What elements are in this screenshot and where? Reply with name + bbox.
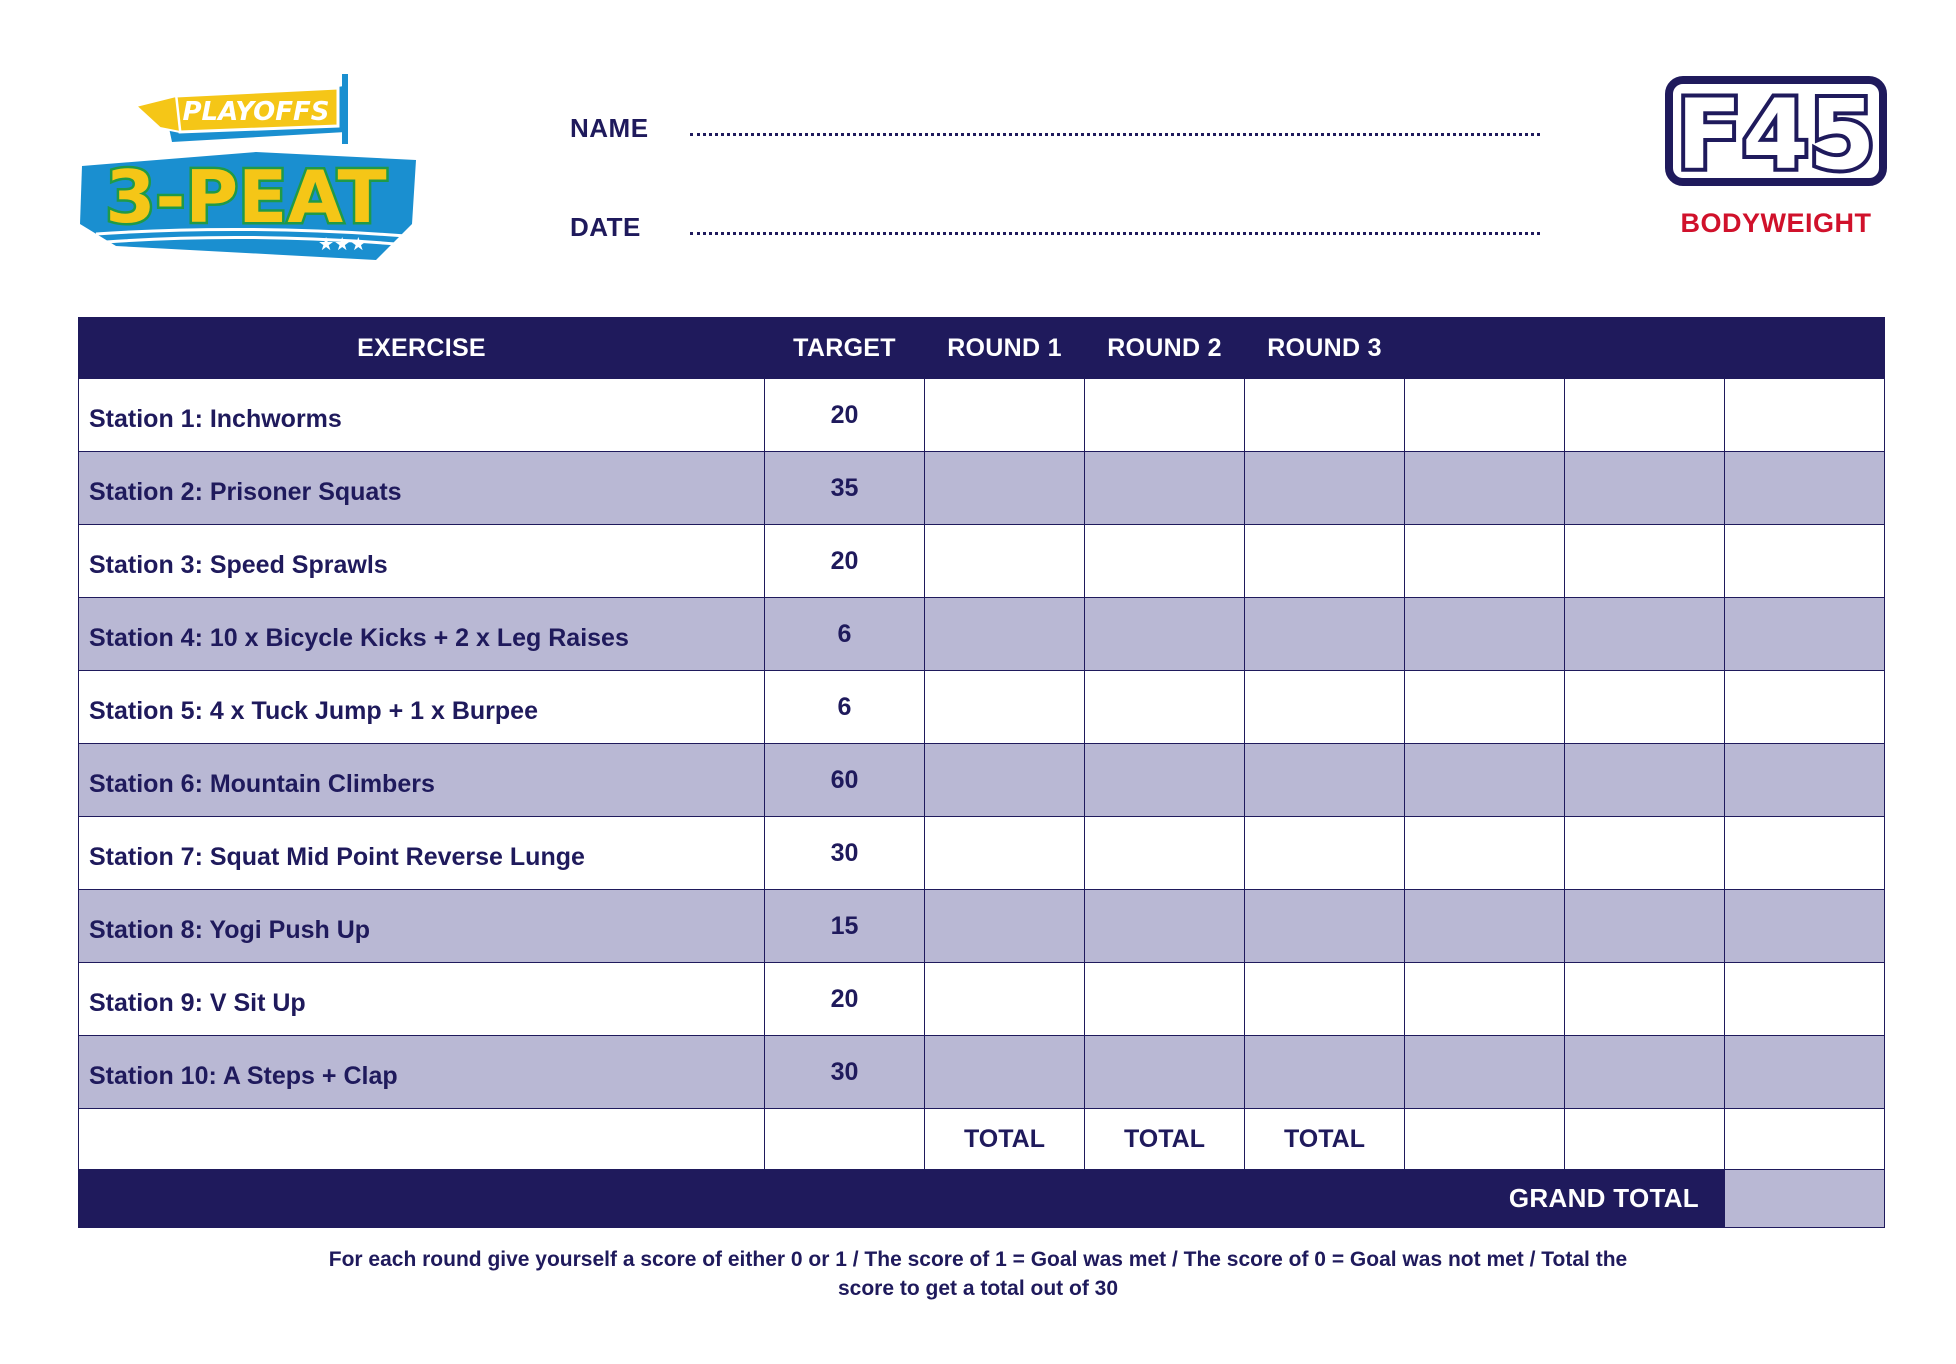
score-cell[interactable] xyxy=(1725,963,1885,1036)
target-cell: 6 xyxy=(765,671,925,744)
score-cell[interactable] xyxy=(1245,525,1405,598)
table-row xyxy=(79,963,1885,1036)
target-cell: 6 xyxy=(765,598,925,671)
score-cell[interactable] xyxy=(1565,963,1725,1036)
totals-blank xyxy=(79,1109,765,1170)
exercise-label: Station 2: Prisoner Squats xyxy=(89,477,402,506)
name-field[interactable] xyxy=(570,104,1570,144)
table-row xyxy=(79,525,1885,598)
score-cell[interactable] xyxy=(1405,452,1565,525)
score-cell[interactable] xyxy=(1565,1036,1725,1109)
svg-text:★★★: ★★★ xyxy=(318,234,367,255)
score-cell[interactable] xyxy=(1405,525,1565,598)
table-row xyxy=(79,598,1885,671)
svg-text:PLAYOFFS: PLAYOFFS xyxy=(182,97,330,127)
target-cell: 30 xyxy=(765,817,925,890)
exercise-cell xyxy=(79,598,765,671)
grand-total-box[interactable] xyxy=(1725,1170,1885,1228)
score-cell[interactable] xyxy=(1085,452,1245,525)
score-cell[interactable] xyxy=(1565,379,1725,452)
score-cell[interactable] xyxy=(925,671,1085,744)
score-cell[interactable] xyxy=(1565,744,1725,817)
exercise-cell xyxy=(79,963,765,1036)
score-cell[interactable] xyxy=(925,525,1085,598)
score-cell[interactable] xyxy=(925,890,1085,963)
target-cell: 20 xyxy=(765,963,925,1036)
score-cell[interactable] xyxy=(1245,744,1405,817)
score-cell[interactable] xyxy=(1245,963,1405,1036)
target-cell: 20 xyxy=(765,525,925,598)
score-cell[interactable] xyxy=(925,452,1085,525)
score-cell[interactable] xyxy=(1725,890,1885,963)
score-cell[interactable] xyxy=(1565,525,1725,598)
score-cell[interactable] xyxy=(1245,1036,1405,1109)
subtitle: BODYWEIGHT xyxy=(1680,208,1872,238)
score-cell[interactable] xyxy=(1245,379,1405,452)
table-row xyxy=(79,890,1885,963)
score-cell[interactable] xyxy=(1725,525,1885,598)
score-cell[interactable] xyxy=(1725,1036,1885,1109)
score-cell[interactable] xyxy=(1085,817,1245,890)
target-cell: 15 xyxy=(765,890,925,963)
exercise-cell xyxy=(79,1036,765,1109)
target-cell: 60 xyxy=(765,744,925,817)
header-blank xyxy=(1725,318,1885,379)
totals-row xyxy=(79,1109,1885,1170)
grand-total-label: GRAND TOTAL xyxy=(79,1170,1725,1228)
target-cell: 30 xyxy=(765,1036,925,1109)
score-cell[interactable] xyxy=(1085,890,1245,963)
score-cell[interactable] xyxy=(1565,598,1725,671)
exercise-label: Station 7: Squat Mid Point Reverse Lunge xyxy=(89,842,585,871)
score-cell[interactable] xyxy=(1725,598,1885,671)
exercise-label: Station 9: V Sit Up xyxy=(89,988,306,1017)
header-exercise: EXERCISE xyxy=(79,318,765,379)
date-label: DATE xyxy=(570,212,641,242)
header-round-2: ROUND 2 xyxy=(1085,318,1245,379)
score-cell[interactable] xyxy=(925,1036,1085,1109)
score-cell[interactable] xyxy=(1085,598,1245,671)
exercise-cell xyxy=(79,744,765,817)
table-row xyxy=(79,671,1885,744)
exercise-label: Station 4: 10 x Bicycle Kicks + 2 x Leg Raises xyxy=(89,623,629,652)
exercise-label: Station 8: Yogi Push Up xyxy=(89,915,371,944)
header-blank xyxy=(1565,318,1725,379)
score-cell[interactable] xyxy=(1565,452,1725,525)
score-cell[interactable] xyxy=(1725,671,1885,744)
score-cell[interactable] xyxy=(1725,817,1885,890)
total-round-1[interactable]: TOTAL xyxy=(925,1109,1085,1170)
exercise-cell xyxy=(79,379,765,452)
score-cell[interactable] xyxy=(1085,744,1245,817)
target-cell: 35 xyxy=(765,452,925,525)
name-label: NAME xyxy=(570,113,649,143)
exercise-label: Station 5: 4 x Tuck Jump + 1 x Burpee xyxy=(89,696,538,725)
score-cell[interactable] xyxy=(1565,890,1725,963)
score-cell[interactable] xyxy=(1405,671,1565,744)
table-row xyxy=(79,744,1885,817)
totals-blank[interactable] xyxy=(1405,1109,1565,1170)
score-cell[interactable] xyxy=(925,379,1085,452)
grand-total-row xyxy=(79,1170,1885,1228)
header-round-1: ROUND 1 xyxy=(925,318,1085,379)
score-cell[interactable] xyxy=(1085,379,1245,452)
score-cell[interactable] xyxy=(1085,963,1245,1036)
score-cell[interactable] xyxy=(1405,744,1565,817)
svg-text:F45: F45 xyxy=(1676,79,1876,186)
score-cell[interactable] xyxy=(1085,525,1245,598)
score-cell[interactable] xyxy=(1085,1036,1245,1109)
score-cell[interactable] xyxy=(1405,890,1565,963)
score-cell[interactable] xyxy=(1405,963,1565,1036)
score-cell[interactable] xyxy=(1245,452,1405,525)
score-cell[interactable] xyxy=(925,963,1085,1036)
score-cell[interactable] xyxy=(1405,598,1565,671)
score-cell[interactable] xyxy=(925,817,1085,890)
score-table xyxy=(78,317,1885,1228)
table-row xyxy=(79,452,1885,525)
score-cell[interactable] xyxy=(1405,817,1565,890)
name-line[interactable] xyxy=(690,132,1540,136)
target-cell: 20 xyxy=(765,379,925,452)
footnote: For each round give yourself a score of either 0 or 1 / The score of 1 = Goal was met / The score of 0 = Goal was not met / Total the score to get a total out of 30 xyxy=(328,1248,1628,1300)
date-line[interactable] xyxy=(690,231,1540,235)
table-row xyxy=(79,1036,1885,1109)
total-round-3[interactable]: TOTAL xyxy=(1245,1109,1405,1170)
score-cell[interactable] xyxy=(1405,379,1565,452)
totals-blank[interactable] xyxy=(1565,1109,1725,1170)
exercise-label: Station 1: Inchworms xyxy=(89,404,342,433)
total-round-2[interactable]: TOTAL xyxy=(1085,1109,1245,1170)
score-cell[interactable] xyxy=(1565,817,1725,890)
3peat-logo xyxy=(76,74,426,260)
score-cell[interactable] xyxy=(1085,671,1245,744)
score-cell[interactable] xyxy=(1245,890,1405,963)
exercise-label: Station 10: A Steps + Clap xyxy=(89,1061,398,1090)
exercise-cell xyxy=(79,671,765,744)
table-row xyxy=(79,379,1885,452)
exercise-label: Station 3: Speed Sprawls xyxy=(89,550,388,579)
score-cell[interactable] xyxy=(1725,379,1885,452)
score-cell[interactable] xyxy=(1245,817,1405,890)
score-cell[interactable] xyxy=(1245,671,1405,744)
table-row xyxy=(79,817,1885,890)
score-cell[interactable] xyxy=(1245,598,1405,671)
header-target: TARGET xyxy=(765,318,925,379)
exercise-cell xyxy=(79,452,765,525)
f45-logo xyxy=(1665,76,1887,186)
exercise-cell xyxy=(79,890,765,963)
totals-blank[interactable] xyxy=(1725,1109,1885,1170)
header-round-3: ROUND 3 xyxy=(1245,318,1405,379)
score-cell[interactable] xyxy=(925,744,1085,817)
score-cell[interactable] xyxy=(1725,452,1885,525)
score-cell[interactable] xyxy=(1725,744,1885,817)
svg-text:3-PEAT: 3-PEAT xyxy=(105,155,387,239)
exercise-cell xyxy=(79,525,765,598)
header-blank xyxy=(1405,318,1565,379)
table-header xyxy=(79,318,1885,379)
score-cell[interactable] xyxy=(1565,671,1725,744)
date-field[interactable] xyxy=(570,203,1570,243)
totals-blank xyxy=(765,1109,925,1170)
exercise-label: Station 6: Mountain Climbers xyxy=(89,769,435,798)
exercise-cell xyxy=(79,817,765,890)
score-cell[interactable] xyxy=(925,598,1085,671)
score-cell[interactable] xyxy=(1405,1036,1565,1109)
